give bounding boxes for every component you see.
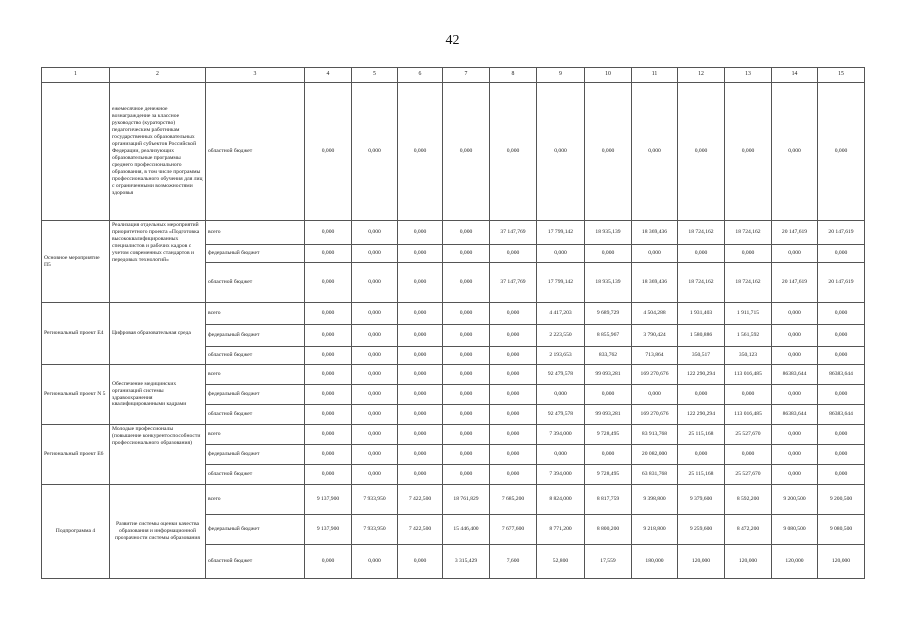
amount-cell: 17 799,142 — [537, 221, 585, 245]
amount-cell: 0,000 — [772, 83, 818, 221]
amount-cell: 9 200,500 — [772, 485, 818, 515]
amount-cell: 37 147,769 — [490, 263, 537, 303]
amount-cell: 9 728,495 — [585, 425, 632, 445]
amount-cell: 3 790,424 — [632, 325, 678, 347]
amount-cell: 0,000 — [305, 245, 352, 263]
column-header: 8 — [490, 68, 537, 83]
program-name: Подпрограмма 4 — [42, 485, 110, 579]
amount-cell: 0,000 — [305, 83, 352, 221]
amount-cell: 0,000 — [398, 425, 443, 445]
amount-cell: 0,000 — [537, 83, 585, 221]
amount-cell: 0,000 — [352, 425, 398, 445]
amount-cell: 1 580,886 — [678, 325, 725, 347]
amount-cell: 7 677,600 — [490, 515, 537, 545]
amount-cell: 0,000 — [305, 405, 352, 425]
amount-cell: 0,000 — [398, 303, 443, 325]
amount-cell: 18 724,162 — [725, 263, 772, 303]
amount-cell: 0,000 — [490, 385, 537, 405]
amount-cell: 20 147,619 — [772, 263, 818, 303]
amount-cell: 4 504,288 — [632, 303, 678, 325]
amount-cell: 9 689,729 — [585, 303, 632, 325]
amount-cell: 0,000 — [352, 405, 398, 425]
amount-cell: 0,000 — [305, 221, 352, 245]
column-header: 2 — [110, 68, 206, 83]
amount-cell: 0,000 — [818, 347, 865, 365]
table-row — [42, 83, 865, 221]
amount-cell: 0,000 — [818, 245, 865, 263]
amount-cell: 0,000 — [398, 325, 443, 347]
amount-cell: 0,000 — [772, 325, 818, 347]
amount-cell: 18 724,162 — [678, 221, 725, 245]
amount-cell: 99 093,281 — [585, 365, 632, 385]
amount-cell: 99 093,281 — [585, 405, 632, 425]
amount-cell: 17,559 — [585, 545, 632, 579]
amount-cell: 8 855,967 — [585, 325, 632, 347]
amount-cell: 18 935,139 — [585, 221, 632, 245]
amount-cell: 2 193,653 — [537, 347, 585, 365]
amount-cell: 0,000 — [772, 385, 818, 405]
amount-cell: 7 422,500 — [398, 515, 443, 545]
amount-cell: 0,000 — [398, 347, 443, 365]
amount-cell: 0,000 — [537, 385, 585, 405]
amount-cell: 52,800 — [537, 545, 585, 579]
amount-cell: 25 527,670 — [725, 465, 772, 485]
amount-cell: 9 218,800 — [632, 515, 678, 545]
program-description: Цифровая образовательная среда — [110, 303, 206, 365]
amount-cell: 0,000 — [305, 545, 352, 579]
amount-cell: 0,000 — [352, 303, 398, 325]
amount-cell: 0,000 — [443, 245, 490, 263]
amount-cell: 9 259,600 — [678, 515, 725, 545]
amount-cell: 86383,644 — [772, 365, 818, 385]
column-header: 14 — [772, 68, 818, 83]
amount-cell: 0,000 — [818, 83, 865, 221]
amount-cell: 0,000 — [772, 425, 818, 445]
amount-cell: 63 831,768 — [632, 465, 678, 485]
amount-cell: 18 724,162 — [678, 263, 725, 303]
amount-cell: 0,000 — [772, 347, 818, 365]
amount-cell: 0,000 — [818, 325, 865, 347]
amount-cell: 8 771,200 — [537, 515, 585, 545]
amount-cell: 0,000 — [352, 347, 398, 365]
amount-cell: 7,600 — [490, 545, 537, 579]
amount-cell: 0,000 — [305, 347, 352, 365]
amount-cell: 9 080,500 — [818, 515, 865, 545]
amount-cell: 0,000 — [725, 445, 772, 465]
column-header: 12 — [678, 68, 725, 83]
amount-cell: 1 911,715 — [725, 303, 772, 325]
amount-cell: 0,000 — [352, 365, 398, 385]
amount-cell: 8 800,200 — [585, 515, 632, 545]
amount-cell: 0,000 — [678, 385, 725, 405]
amount-cell: 0,000 — [398, 365, 443, 385]
amount-cell: 0,000 — [490, 365, 537, 385]
program-name: Региональный проект N 5 — [42, 365, 110, 425]
amount-cell: 4 417,203 — [537, 303, 585, 325]
amount-cell: 2 223,550 — [537, 325, 585, 347]
amount-cell: 8 824,000 — [537, 485, 585, 515]
funding-source: областной бюджет — [206, 405, 305, 425]
funding-source: всего — [206, 485, 305, 515]
amount-cell: 9 137,900 — [305, 515, 352, 545]
amount-cell: 0,000 — [443, 385, 490, 405]
table-row — [42, 425, 865, 445]
amount-cell: 18 761,829 — [443, 485, 490, 515]
amount-cell: 0,000 — [305, 465, 352, 485]
funding-source: областной бюджет — [206, 83, 305, 221]
funding-source: всего — [206, 221, 305, 245]
amount-cell: 0,000 — [632, 83, 678, 221]
amount-cell: 7 685,200 — [490, 485, 537, 515]
program-name: Региональный проект Е4 — [42, 303, 110, 365]
amount-cell: 92 479,578 — [537, 365, 585, 385]
amount-cell: 833,762 — [585, 347, 632, 365]
amount-cell: 0,000 — [352, 465, 398, 485]
header-row — [42, 68, 865, 83]
amount-cell: 0,000 — [490, 445, 537, 465]
program-name: Основное мероприятие П5 — [42, 221, 110, 303]
amount-cell: 0,000 — [443, 83, 490, 221]
amount-cell: 350,123 — [725, 347, 772, 365]
amount-cell: 83 913,768 — [632, 425, 678, 445]
amount-cell: 0,000 — [352, 245, 398, 263]
funding-source: федеральный бюджет — [206, 445, 305, 465]
amount-cell: 0,000 — [490, 347, 537, 365]
amount-cell: 0,000 — [537, 445, 585, 465]
table-row — [42, 485, 865, 515]
amount-cell: 0,000 — [490, 303, 537, 325]
amount-cell: 169 270,676 — [632, 365, 678, 385]
amount-cell: 9 080,500 — [772, 515, 818, 545]
amount-cell: 113 016,485 — [725, 405, 772, 425]
program-description: Молодые профессионалы (повышение конкурентоспособности профессионального образования) — [110, 425, 206, 485]
amount-cell: 0,000 — [490, 405, 537, 425]
amount-cell: 0,000 — [443, 465, 490, 485]
table-body — [42, 83, 865, 579]
program-description: Развитие системы оценки качества образования и информационной прозрачности системы образования — [110, 485, 206, 579]
funding-source: федеральный бюджет — [206, 515, 305, 545]
amount-cell: 0,000 — [443, 221, 490, 245]
amount-cell: 0,000 — [352, 545, 398, 579]
amount-cell: 0,000 — [305, 385, 352, 405]
amount-cell: 86383,644 — [818, 405, 865, 425]
amount-cell: 18 369,436 — [632, 263, 678, 303]
amount-cell: 0,000 — [725, 245, 772, 263]
column-header: 7 — [443, 68, 490, 83]
amount-cell: 0,000 — [678, 83, 725, 221]
amount-cell: 20 147,619 — [772, 221, 818, 245]
amount-cell: 0,000 — [772, 465, 818, 485]
amount-cell: 25 115,168 — [678, 465, 725, 485]
amount-cell: 120,000 — [678, 545, 725, 579]
amount-cell: 0,000 — [818, 303, 865, 325]
amount-cell: 17 799,142 — [537, 263, 585, 303]
amount-cell: 7 394,000 — [537, 465, 585, 485]
amount-cell: 0,000 — [632, 385, 678, 405]
column-header: 15 — [818, 68, 865, 83]
amount-cell: 9 379,600 — [678, 485, 725, 515]
amount-cell: 0,000 — [772, 445, 818, 465]
amount-cell: 0,000 — [632, 245, 678, 263]
amount-cell: 0,000 — [352, 325, 398, 347]
program-name: Региональный проект Е6 — [42, 425, 110, 485]
amount-cell: 0,000 — [352, 221, 398, 245]
amount-cell: 0,000 — [772, 245, 818, 263]
amount-cell: 7 933,950 — [352, 515, 398, 545]
amount-cell: 0,000 — [585, 245, 632, 263]
amount-cell: 122 290,294 — [678, 405, 725, 425]
amount-cell: 350,517 — [678, 347, 725, 365]
amount-cell: 713,864 — [632, 347, 678, 365]
amount-cell: 25 115,168 — [678, 425, 725, 445]
funding-source: федеральный бюджет — [206, 245, 305, 263]
amount-cell: 0,000 — [443, 263, 490, 303]
amount-cell: 20 082,000 — [632, 445, 678, 465]
amount-cell: 0,000 — [398, 445, 443, 465]
amount-cell: 0,000 — [398, 385, 443, 405]
amount-cell: 8 817,759 — [585, 485, 632, 515]
amount-cell: 18 724,162 — [725, 221, 772, 245]
amount-cell: 0,000 — [305, 365, 352, 385]
amount-cell: 0,000 — [305, 263, 352, 303]
amount-cell: 0,000 — [352, 445, 398, 465]
amount-cell: 120,000 — [772, 545, 818, 579]
amount-cell: 120,000 — [725, 545, 772, 579]
amount-cell: 9 398,800 — [632, 485, 678, 515]
amount-cell: 18 935,139 — [585, 263, 632, 303]
amount-cell: 8 592,200 — [725, 485, 772, 515]
amount-cell: 7 394,000 — [537, 425, 585, 445]
budget-table — [41, 67, 865, 579]
amount-cell: 92 479,578 — [537, 405, 585, 425]
amount-cell: 0,000 — [398, 405, 443, 425]
column-header: 9 — [537, 68, 585, 83]
table-row — [42, 303, 865, 325]
amount-cell: 0,000 — [443, 325, 490, 347]
amount-cell: 86383,644 — [772, 405, 818, 425]
amount-cell: 86383,644 — [818, 365, 865, 385]
funding-source: всего — [206, 303, 305, 325]
amount-cell: 0,000 — [490, 325, 537, 347]
amount-cell: 0,000 — [443, 365, 490, 385]
amount-cell: 0,000 — [585, 83, 632, 221]
program-name — [42, 83, 110, 221]
column-header: 1 — [42, 68, 110, 83]
amount-cell: 0,000 — [678, 245, 725, 263]
amount-cell: 0,000 — [398, 465, 443, 485]
amount-cell: 0,000 — [352, 263, 398, 303]
amount-cell: 15 446,400 — [443, 515, 490, 545]
column-header: 3 — [206, 68, 305, 83]
amount-cell: 0,000 — [725, 83, 772, 221]
amount-cell: 0,000 — [398, 245, 443, 263]
funding-source: областной бюджет — [206, 465, 305, 485]
amount-cell: 0,000 — [772, 303, 818, 325]
amount-cell: 0,000 — [398, 263, 443, 303]
amount-cell: 9 728,495 — [585, 465, 632, 485]
amount-cell: 0,000 — [818, 465, 865, 485]
amount-cell: 37 147,769 — [490, 221, 537, 245]
amount-cell: 0,000 — [818, 445, 865, 465]
funding-source: всего — [206, 365, 305, 385]
amount-cell: 9 137,900 — [305, 485, 352, 515]
amount-cell: 8 472,200 — [725, 515, 772, 545]
amount-cell: 9 200,500 — [818, 485, 865, 515]
funding-source: федеральный бюджет — [206, 325, 305, 347]
column-header: 11 — [632, 68, 678, 83]
amount-cell: 0,000 — [490, 245, 537, 263]
column-header: 4 — [305, 68, 352, 83]
amount-cell: 169 270,676 — [632, 405, 678, 425]
amount-cell: 0,000 — [818, 385, 865, 405]
amount-cell: 0,000 — [490, 425, 537, 445]
amount-cell: 0,000 — [490, 83, 537, 221]
amount-cell: 120,000 — [818, 545, 865, 579]
amount-cell: 18 369,436 — [632, 221, 678, 245]
amount-cell: 0,000 — [585, 445, 632, 465]
page-number: 42 — [445, 33, 460, 48]
amount-cell: 7 422,500 — [398, 485, 443, 515]
amount-cell: 0,000 — [490, 465, 537, 485]
table-row — [42, 221, 865, 245]
amount-cell: 0,000 — [725, 385, 772, 405]
amount-cell: 0,000 — [818, 425, 865, 445]
amount-cell: 0,000 — [678, 445, 725, 465]
amount-cell: 113 016,485 — [725, 365, 772, 385]
amount-cell: 1 561,592 — [725, 325, 772, 347]
amount-cell: 0,000 — [443, 303, 490, 325]
amount-cell: 7 933,950 — [352, 485, 398, 515]
table-row — [42, 365, 865, 385]
program-description: Реализация отдельных мероприятий приоритетного проекта «Подготовка высококвалифицированных специалистов и рабочих кадров с учетом современных стандартов и передовых технологий» — [110, 221, 206, 303]
funding-source: областной бюджет — [206, 545, 305, 579]
amount-cell: 3 315,429 — [443, 545, 490, 579]
amount-cell: 0,000 — [398, 83, 443, 221]
amount-cell: 0,000 — [305, 325, 352, 347]
amount-cell: 0,000 — [443, 347, 490, 365]
amount-cell: 0,000 — [305, 425, 352, 445]
amount-cell: 0,000 — [443, 425, 490, 445]
amount-cell: 0,000 — [398, 545, 443, 579]
amount-cell: 0,000 — [585, 385, 632, 405]
amount-cell: 180,000 — [632, 545, 678, 579]
funding-source: областной бюджет — [206, 263, 305, 303]
amount-cell: 25 527,670 — [725, 425, 772, 445]
column-header: 6 — [398, 68, 443, 83]
funding-source: всего — [206, 425, 305, 445]
column-header: 5 — [352, 68, 398, 83]
amount-cell: 122 290,294 — [678, 365, 725, 385]
amount-cell: 20 147,619 — [818, 221, 865, 245]
amount-cell: 0,000 — [443, 445, 490, 465]
program-description: ежемесячное денежное вознаграждение за классное руководство (кураторство) педагогическим работникам государственных образовательных организаций субъектов Российской Федерации, реализующих образовательные программы среднего профессионального образования, в том числе программы профессионального обучения для лиц с ограниченными возможностями здоровья — [110, 83, 206, 221]
funding-source: федеральный бюджет — [206, 385, 305, 405]
amount-cell: 20 147,619 — [818, 263, 865, 303]
amount-cell: 0,000 — [537, 245, 585, 263]
funding-source: областной бюджет — [206, 347, 305, 365]
amount-cell: 0,000 — [398, 221, 443, 245]
column-header: 13 — [725, 68, 772, 83]
program-description: Обеспечение медицинских организаций системы здравоохранения квалифицированными кадрами — [110, 365, 206, 425]
amount-cell: 0,000 — [352, 83, 398, 221]
amount-cell: 0,000 — [352, 385, 398, 405]
column-header: 10 — [585, 68, 632, 83]
amount-cell: 0,000 — [305, 445, 352, 465]
amount-cell: 0,000 — [443, 405, 490, 425]
amount-cell: 0,000 — [305, 303, 352, 325]
amount-cell: 1 931,403 — [678, 303, 725, 325]
